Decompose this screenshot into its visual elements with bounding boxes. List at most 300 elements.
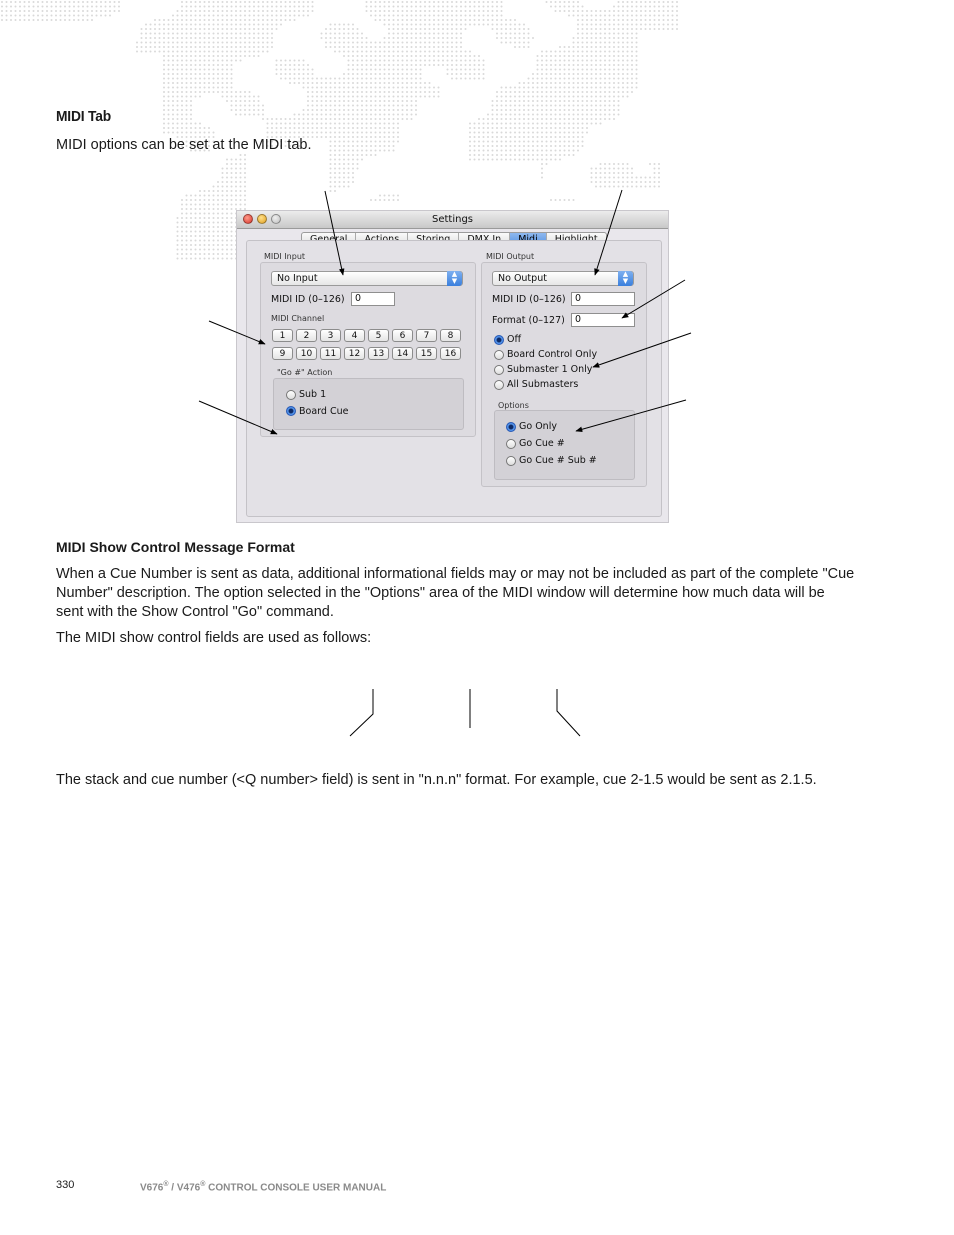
- midi-input-id-field[interactable]: 0: [351, 292, 395, 306]
- map-dot: [231, 204, 233, 206]
- map-dot: [388, 132, 390, 134]
- map-dot: [631, 10, 633, 12]
- map-dot: [631, 24, 633, 26]
- map-dot: [600, 163, 602, 165]
- map-dot: [190, 235, 192, 237]
- map-dot: [244, 172, 246, 174]
- map-dot: [370, 100, 372, 102]
- map-dot: [501, 24, 503, 26]
- map-dot: [321, 91, 323, 93]
- map-dot: [217, 51, 219, 53]
- map-dot: [217, 190, 219, 192]
- midi-channel-button[interactable]: 8: [440, 329, 461, 342]
- midi-channel-button[interactable]: 15: [416, 347, 437, 360]
- opt-go-cue-radio[interactable]: [506, 439, 516, 449]
- map-dot: [303, 123, 305, 125]
- map-dot: [357, 46, 359, 48]
- map-dot: [343, 87, 345, 89]
- map-dot: [181, 33, 183, 35]
- map-dot: [186, 51, 188, 53]
- map-dot: [276, 15, 278, 17]
- map-dot: [375, 64, 377, 66]
- map-dot: [222, 190, 224, 192]
- map-dot: [298, 73, 300, 75]
- map-dot: [649, 28, 651, 30]
- map-dot: [573, 42, 575, 44]
- map-dot: [388, 109, 390, 111]
- map-dot: [460, 28, 462, 30]
- map-dot: [420, 64, 422, 66]
- map-dot: [339, 127, 341, 129]
- map-dot: [460, 60, 462, 62]
- midi-channel-button[interactable]: 5: [368, 329, 389, 342]
- map-dot: [231, 46, 233, 48]
- map-dot: [600, 15, 602, 17]
- map-dot: [465, 28, 467, 30]
- map-dot: [510, 96, 512, 98]
- map-dot: [217, 78, 219, 80]
- map-dot: [465, 15, 467, 17]
- map-dot: [366, 78, 368, 80]
- map-dot: [595, 172, 597, 174]
- go-board-cue-radio[interactable]: [286, 406, 296, 416]
- mode-allsubs-radio[interactable]: [494, 380, 504, 390]
- map-dot: [600, 82, 602, 84]
- map-dot: [163, 105, 165, 107]
- map-dot: [298, 64, 300, 66]
- map-dot: [366, 51, 368, 53]
- map-dot: [429, 19, 431, 21]
- map-dot: [217, 33, 219, 35]
- map-dot: [334, 28, 336, 30]
- map-dot: [537, 64, 539, 66]
- map-dot: [370, 91, 372, 93]
- map-dot: [537, 127, 539, 129]
- map-dot: [226, 64, 228, 66]
- map-dot: [573, 199, 575, 201]
- mode-board-radio[interactable]: [494, 350, 504, 360]
- map-dot: [15, 6, 17, 8]
- map-dot: [573, 132, 575, 134]
- map-dot: [181, 24, 183, 26]
- map-dot: [199, 55, 201, 57]
- map-dot: [213, 19, 215, 21]
- map-dot: [559, 87, 561, 89]
- map-dot: [213, 222, 215, 224]
- map-dot: [163, 73, 165, 75]
- map-dot: [384, 69, 386, 71]
- map-dot: [451, 24, 453, 26]
- map-dot: [141, 51, 143, 53]
- map-dot: [82, 15, 84, 17]
- map-dot: [208, 240, 210, 242]
- map-dot: [181, 1, 183, 3]
- map-dot: [627, 91, 629, 93]
- map-dot: [46, 1, 48, 3]
- midi-channel-button[interactable]: 16: [440, 347, 461, 360]
- map-dot: [532, 100, 534, 102]
- go-sub1-radio[interactable]: [286, 390, 296, 400]
- map-dot: [577, 6, 579, 8]
- map-dot: [438, 1, 440, 3]
- map-dot: [208, 127, 210, 129]
- map-dot: [168, 96, 170, 98]
- map-dot: [352, 105, 354, 107]
- map-dot: [501, 1, 503, 3]
- map-dot: [456, 24, 458, 26]
- map-dot: [222, 249, 224, 251]
- map-dot: [118, 6, 120, 8]
- map-dot: [622, 51, 624, 53]
- map-dot: [618, 55, 620, 57]
- map-dot: [379, 123, 381, 125]
- map-dot: [177, 235, 179, 237]
- map-dot: [406, 100, 408, 102]
- map-dot: [645, 28, 647, 30]
- map-dot: [348, 109, 350, 111]
- map-dot: [604, 78, 606, 80]
- map-dot: [69, 6, 71, 8]
- map-dot: [537, 60, 539, 62]
- map-dot: [181, 204, 183, 206]
- map-dot: [348, 42, 350, 44]
- map-dot: [222, 6, 224, 8]
- map-dot: [154, 33, 156, 35]
- map-dot: [541, 168, 543, 170]
- map-dot: [541, 78, 543, 80]
- map-dot: [226, 60, 228, 62]
- map-dot: [609, 19, 611, 21]
- map-dot: [415, 24, 417, 26]
- map-dot: [339, 118, 341, 120]
- map-dot: [222, 235, 224, 237]
- map-dot: [289, 118, 291, 120]
- map-dot: [550, 96, 552, 98]
- map-dot: [600, 46, 602, 48]
- map-dot: [384, 73, 386, 75]
- map-dot: [622, 87, 624, 89]
- map-dot: [604, 51, 606, 53]
- map-dot: [451, 46, 453, 48]
- map-dot: [586, 127, 588, 129]
- map-dot: [649, 15, 651, 17]
- map-dot: [285, 78, 287, 80]
- midi-channel-button[interactable]: 4: [344, 329, 365, 342]
- map-dot: [582, 105, 584, 107]
- midi-channel-button[interactable]: 3: [320, 329, 341, 342]
- map-dot: [352, 132, 354, 134]
- map-dot: [433, 42, 435, 44]
- opt-go-cue-label: Go Cue #: [519, 438, 565, 449]
- map-dot: [249, 96, 251, 98]
- map-dot: [388, 55, 390, 57]
- map-dot: [235, 19, 237, 21]
- map-dot: [546, 163, 548, 165]
- map-dot: [231, 24, 233, 26]
- map-dot: [483, 6, 485, 8]
- map-dot: [348, 73, 350, 75]
- map-dot: [456, 46, 458, 48]
- map-dot: [609, 177, 611, 179]
- map-dot: [280, 19, 282, 21]
- map-dot: [478, 78, 480, 80]
- midi-channel-button[interactable]: 10: [296, 347, 317, 360]
- map-dot: [348, 172, 350, 174]
- map-dot: [19, 10, 21, 12]
- map-dot: [163, 33, 165, 35]
- map-dot: [672, 10, 674, 12]
- map-dot: [334, 33, 336, 35]
- map-dot: [483, 10, 485, 12]
- map-dot: [604, 55, 606, 57]
- map-dot: [460, 55, 462, 57]
- map-dot: [577, 28, 579, 30]
- map-dot: [568, 69, 570, 71]
- map-dot: [541, 91, 543, 93]
- map-dot: [586, 123, 588, 125]
- map-dot: [357, 123, 359, 125]
- map-dot: [406, 105, 408, 107]
- map-dot: [654, 1, 656, 3]
- map-dot: [676, 19, 678, 21]
- midi-channel-button[interactable]: 9: [272, 347, 293, 360]
- map-dot: [474, 123, 476, 125]
- map-dot: [307, 118, 309, 120]
- opt-go-cue-sub-radio[interactable]: [506, 456, 516, 466]
- map-dot: [244, 204, 246, 206]
- map-dot: [636, 69, 638, 71]
- map-dot: [73, 15, 75, 17]
- map-dot: [573, 118, 575, 120]
- midi-channel-button[interactable]: 7: [416, 329, 437, 342]
- map-dot: [186, 42, 188, 44]
- map-dot: [496, 118, 498, 120]
- map-dot: [402, 10, 404, 12]
- midi-channel-button[interactable]: 11: [320, 347, 341, 360]
- map-dot: [375, 82, 377, 84]
- map-dot: [163, 55, 165, 57]
- map-dot: [537, 91, 539, 93]
- mode-off-radio[interactable]: [494, 335, 504, 345]
- map-dot: [379, 64, 381, 66]
- map-dot: [393, 127, 395, 129]
- map-dot: [181, 231, 183, 233]
- map-dot: [501, 109, 503, 111]
- map-dot: [600, 73, 602, 75]
- map-dot: [339, 100, 341, 102]
- map-dot: [397, 73, 399, 75]
- midi-channel-button[interactable]: 6: [392, 329, 413, 342]
- midi-channel-button[interactable]: 1: [272, 329, 293, 342]
- map-dot: [114, 10, 116, 12]
- map-dot: [514, 127, 516, 129]
- map-dot: [604, 10, 606, 12]
- map-dot: [442, 19, 444, 21]
- map-dot: [510, 24, 512, 26]
- map-dot: [325, 82, 327, 84]
- map-dot: [172, 91, 174, 93]
- map-dot: [163, 46, 165, 48]
- map-dot: [348, 96, 350, 98]
- map-dot: [186, 213, 188, 215]
- map-dot: [393, 91, 395, 93]
- map-dot: [334, 109, 336, 111]
- map-dot: [91, 19, 93, 21]
- map-dot: [510, 118, 512, 120]
- map-dot: [51, 10, 53, 12]
- map-dot: [604, 33, 606, 35]
- map-dot: [384, 114, 386, 116]
- map-dot: [573, 37, 575, 39]
- map-dot: [190, 226, 192, 228]
- map-dot: [618, 10, 620, 12]
- map-dot: [433, 15, 435, 17]
- map-dot: [298, 82, 300, 84]
- map-dot: [591, 69, 593, 71]
- map-dot: [168, 87, 170, 89]
- map-dot: [213, 73, 215, 75]
- map-dot: [406, 73, 408, 75]
- map-dot: [375, 91, 377, 93]
- msc-field-pointer: [557, 689, 580, 736]
- map-dot: [226, 226, 228, 228]
- midi-input-popup[interactable]: [271, 271, 463, 286]
- map-dot: [213, 204, 215, 206]
- map-dot: [433, 6, 435, 8]
- map-dot: [541, 100, 543, 102]
- map-dot: [213, 42, 215, 44]
- map-dot: [330, 168, 332, 170]
- map-dot: [195, 82, 197, 84]
- map-dot: [208, 28, 210, 30]
- midi-channel-button[interactable]: 12: [344, 347, 365, 360]
- map-dot: [186, 235, 188, 237]
- map-dot: [622, 33, 624, 35]
- map-dot: [343, 46, 345, 48]
- mode-sub1-radio[interactable]: [494, 365, 504, 375]
- map-dot: [528, 105, 530, 107]
- map-dot: [388, 114, 390, 116]
- midi-channel-button[interactable]: 14: [392, 347, 413, 360]
- map-dot: [271, 15, 273, 17]
- map-dot: [411, 28, 413, 30]
- map-dot: [339, 123, 341, 125]
- map-dot: [177, 127, 179, 129]
- map-dot: [528, 123, 530, 125]
- map-dot: [397, 24, 399, 26]
- map-dot: [330, 163, 332, 165]
- map-dot: [271, 10, 273, 12]
- map-dot: [636, 15, 638, 17]
- map-dot: [388, 15, 390, 17]
- map-dot: [568, 100, 570, 102]
- map-dot: [433, 28, 435, 30]
- map-dot: [649, 177, 651, 179]
- map-dot: [235, 105, 237, 107]
- map-dot: [568, 109, 570, 111]
- map-dot: [555, 73, 557, 75]
- map-dot: [384, 91, 386, 93]
- map-dot: [168, 105, 170, 107]
- map-dot: [397, 118, 399, 120]
- map-dot: [285, 69, 287, 71]
- map-dot: [366, 100, 368, 102]
- midi-channel-button[interactable]: 13: [368, 347, 389, 360]
- map-dot: [177, 51, 179, 53]
- map-dot: [271, 33, 273, 35]
- map-dot: [411, 118, 413, 120]
- map-dot: [424, 15, 426, 17]
- map-dot: [658, 1, 660, 3]
- map-dot: [186, 226, 188, 228]
- map-dot: [609, 105, 611, 107]
- map-dot: [546, 78, 548, 80]
- map-dot: [186, 118, 188, 120]
- map-dot: [235, 177, 237, 179]
- midi-output-id-field[interactable]: 0: [571, 292, 635, 306]
- map-dot: [613, 78, 615, 80]
- map-dot: [226, 168, 228, 170]
- map-dot: [163, 64, 165, 66]
- map-dot: [177, 109, 179, 111]
- map-dot: [294, 73, 296, 75]
- map-dot: [375, 132, 377, 134]
- mode-sub1-label: Submaster 1 Only: [507, 364, 593, 375]
- map-dot: [645, 24, 647, 26]
- map-dot: [379, 109, 381, 111]
- midi-channel-button[interactable]: 2: [296, 329, 317, 342]
- map-dot: [348, 60, 350, 62]
- map-dot: [208, 199, 210, 201]
- map-dot: [577, 105, 579, 107]
- map-dot: [519, 33, 521, 35]
- map-dot: [244, 1, 246, 3]
- map-dot: [406, 91, 408, 93]
- map-dot: [289, 15, 291, 17]
- map-dot: [325, 114, 327, 116]
- map-dot: [501, 15, 503, 17]
- map-dot: [231, 190, 233, 192]
- map-dot: [663, 15, 665, 17]
- map-dot: [163, 78, 165, 80]
- map-dot: [591, 91, 593, 93]
- map-dot: [613, 163, 615, 165]
- map-dot: [384, 127, 386, 129]
- map-dot: [181, 91, 183, 93]
- opt-go-only-radio[interactable]: [506, 422, 516, 432]
- map-dot: [330, 177, 332, 179]
- map-dot: [312, 82, 314, 84]
- map-dot: [627, 37, 629, 39]
- map-dot: [375, 1, 377, 3]
- map-dot: [375, 78, 377, 80]
- map-dot: [172, 64, 174, 66]
- map-dot: [186, 208, 188, 210]
- format-field[interactable]: 0: [571, 313, 635, 327]
- map-dot: [501, 114, 503, 116]
- map-dot: [483, 123, 485, 125]
- map-dot: [370, 114, 372, 116]
- map-dot: [564, 123, 566, 125]
- midi-output-popup[interactable]: [492, 271, 634, 286]
- map-dot: [294, 82, 296, 84]
- map-dot: [204, 6, 206, 8]
- map-dot: [393, 60, 395, 62]
- map-dot: [537, 132, 539, 134]
- map-dot: [388, 73, 390, 75]
- map-dot: [379, 55, 381, 57]
- map-dot: [213, 244, 215, 246]
